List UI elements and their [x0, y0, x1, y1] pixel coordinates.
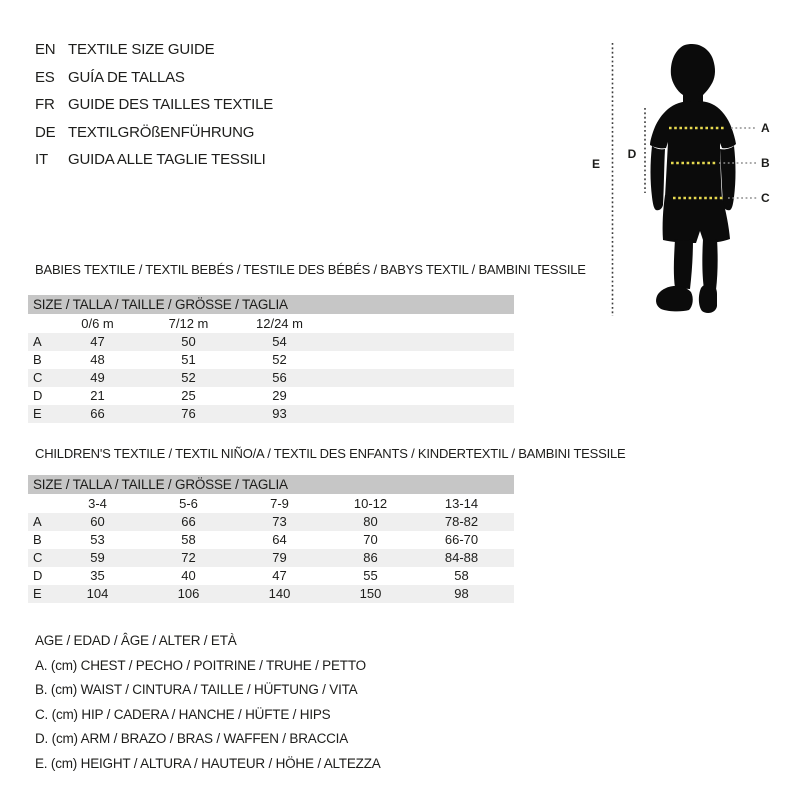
value-cell: 104	[86, 586, 109, 601]
value-cell: 35	[90, 568, 105, 583]
value-cell: 56	[272, 370, 287, 385]
spacer-cell	[507, 549, 514, 567]
legend-line-3: C. (cm) HIP / CADERA / HANCHE / HÜFTE / HIPS	[35, 706, 331, 722]
legend-line-4: D. (cm) ARM / BRAZO / BRAS / WAFFEN / BRACCIA	[35, 731, 349, 746]
value-cell: 76	[181, 406, 196, 421]
value-cell: 98	[454, 586, 469, 601]
value-cell: 73	[272, 514, 287, 529]
measure-row-e	[28, 585, 514, 603]
value-cell: 47	[90, 334, 105, 349]
measure-row-b	[28, 531, 514, 549]
value-cell: 80	[363, 514, 378, 529]
spacer-cell	[507, 494, 514, 513]
child-silhouette-figure	[585, 25, 775, 325]
row-label-cell: C	[33, 550, 43, 565]
language-row-en	[35, 36, 273, 64]
row-label-cell: C	[33, 370, 43, 385]
measure-label-b: B	[761, 156, 770, 170]
value-cell: 48	[90, 352, 105, 367]
value-cell: 51	[181, 352, 196, 367]
babies-table	[28, 314, 514, 423]
row-label-cell: B	[33, 532, 42, 547]
language-title-list	[35, 36, 273, 174]
value-cell: 50	[181, 334, 196, 349]
language-guide-title: TEXTILE SIZE GUIDE	[68, 41, 215, 59]
measure-label-e: E	[591, 157, 601, 171]
value-cell: 150	[359, 586, 382, 601]
spacer-cell	[507, 585, 514, 603]
measure-row-d	[28, 387, 514, 405]
value-cell: 29	[272, 388, 287, 403]
column-header-cell: 12/24 m	[256, 316, 303, 331]
row-label-cell: A	[33, 514, 42, 529]
value-cell: 59	[90, 550, 105, 565]
value-cell: 72	[181, 550, 196, 565]
measure-row-d	[28, 567, 514, 585]
value-cell: 93	[272, 406, 287, 421]
column-header-cell: 10-12	[353, 496, 388, 511]
language-row-it	[35, 146, 273, 174]
legend-line-1: A. (cm) CHEST / PECHO / POITRINE / TRUHE / PETTO	[35, 657, 366, 673]
spacer-cell	[507, 567, 514, 585]
column-header-cell: 13-14	[444, 496, 479, 511]
spacer-cell	[325, 369, 514, 387]
babies-size-header-bar: SIZE / TALLA / TAILLE / GRÖSSE / TAGLIA	[28, 295, 514, 314]
language-code: FR	[35, 96, 55, 114]
value-cell: 79	[272, 550, 287, 565]
language-row-fr	[35, 91, 273, 119]
babies-section-title: BABIES TEXTILE / TEXTIL BEBÉS / TESTILE DES BÉBÉS / BABYS TEXTIL / BAMBINI TESSILE	[35, 262, 586, 277]
language-guide-title: GUIDA ALLE TAGLIE TESSILI	[68, 151, 266, 169]
value-cell: 25	[181, 388, 196, 403]
column-header-row	[28, 314, 514, 333]
value-cell: 86	[363, 550, 378, 565]
measure-row-b	[28, 351, 514, 369]
measurement-legend	[35, 629, 381, 776]
value-cell: 58	[454, 568, 469, 583]
language-guide-title: GUÍA DE TALLAS	[68, 68, 185, 86]
value-cell: 52	[272, 352, 287, 367]
value-cell: 55	[363, 568, 378, 583]
legend-line-2: B. (cm) WAIST / CINTURA / TAILLE / HÜFTUNG / VITA	[35, 682, 358, 697]
children-size-header-bar: SIZE / TALLA / TAILLE / GRÖSSE / TAGLIA	[28, 475, 514, 494]
column-header-row	[28, 494, 514, 513]
language-code: ES	[35, 68, 55, 86]
value-cell: 140	[268, 586, 291, 601]
language-row-de	[35, 119, 273, 147]
measure-label-d: D	[627, 147, 637, 161]
value-cell: 64	[272, 532, 287, 547]
spacer-cell	[325, 405, 514, 423]
legend-line-0: AGE / EDAD / ÂGE / ALTER / ETÀ	[35, 633, 237, 648]
value-cell: 70	[363, 532, 378, 547]
value-cell: 106	[177, 586, 200, 601]
row-label-cell: E	[33, 586, 42, 601]
children-section-title: CHILDREN'S TEXTILE / TEXTIL NIÑO/A / TEXTIL DES ENFANTS / KINDERTEXTIL / BAMBINI TESSILE	[35, 446, 626, 461]
spacer-cell	[325, 351, 514, 369]
value-cell: 54	[272, 334, 287, 349]
column-header-cell: 3-4	[88, 496, 107, 511]
measure-row-c	[28, 369, 514, 387]
column-header-cell: 5-6	[179, 496, 198, 511]
value-cell: 21	[90, 388, 105, 403]
children-size-table	[28, 475, 514, 603]
value-cell: 60	[90, 514, 105, 529]
measure-label-c: C	[761, 191, 770, 205]
language-row-es	[35, 64, 273, 92]
language-code: EN	[35, 41, 56, 59]
language-guide-title: GUIDE DES TAILLES TEXTILE	[68, 96, 274, 114]
value-cell: 52	[181, 370, 196, 385]
babies-size-table	[28, 295, 514, 423]
row-label-cell: A	[33, 334, 42, 349]
spacer-cell	[325, 314, 514, 333]
value-cell: 58	[181, 532, 196, 547]
corner-cell	[28, 494, 52, 513]
value-cell: 40	[181, 568, 196, 583]
measure-row-c	[28, 549, 514, 567]
spacer-cell	[507, 513, 514, 531]
row-label-cell: E	[33, 406, 42, 421]
row-label-cell: B	[33, 352, 42, 367]
row-label-cell: D	[33, 568, 43, 583]
child-silhouette	[650, 44, 736, 313]
language-code: DE	[35, 123, 56, 141]
measure-row-a	[28, 513, 514, 531]
spacer-cell	[325, 387, 514, 405]
value-cell: 84-88	[444, 550, 479, 565]
measure-row-a	[28, 333, 514, 351]
measure-row-e	[28, 405, 514, 423]
value-cell: 66	[181, 514, 196, 529]
language-guide-title: TEXTILGRÖßENFÜHRUNG	[68, 123, 255, 141]
legend-line-5: E. (cm) HEIGHT / ALTURA / HAUTEUR / HÖHE / ALTEZZA	[35, 755, 381, 771]
value-cell: 47	[272, 568, 287, 583]
row-label-cell: D	[33, 388, 43, 403]
value-cell: 78-82	[444, 514, 479, 529]
value-cell: 53	[90, 532, 105, 547]
corner-cell	[28, 314, 52, 333]
value-cell: 49	[90, 370, 105, 385]
language-code: IT	[35, 151, 48, 169]
spacer-cell	[507, 531, 514, 549]
spacer-cell	[325, 333, 514, 351]
value-cell: 66-70	[444, 532, 479, 547]
column-header-cell: 7-9	[270, 496, 289, 511]
measure-label-a: A	[761, 121, 770, 135]
children-table	[28, 494, 514, 603]
column-header-cell: 0/6 m	[81, 316, 114, 331]
value-cell: 66	[90, 406, 105, 421]
column-header-cell: 7/12 m	[168, 316, 209, 331]
